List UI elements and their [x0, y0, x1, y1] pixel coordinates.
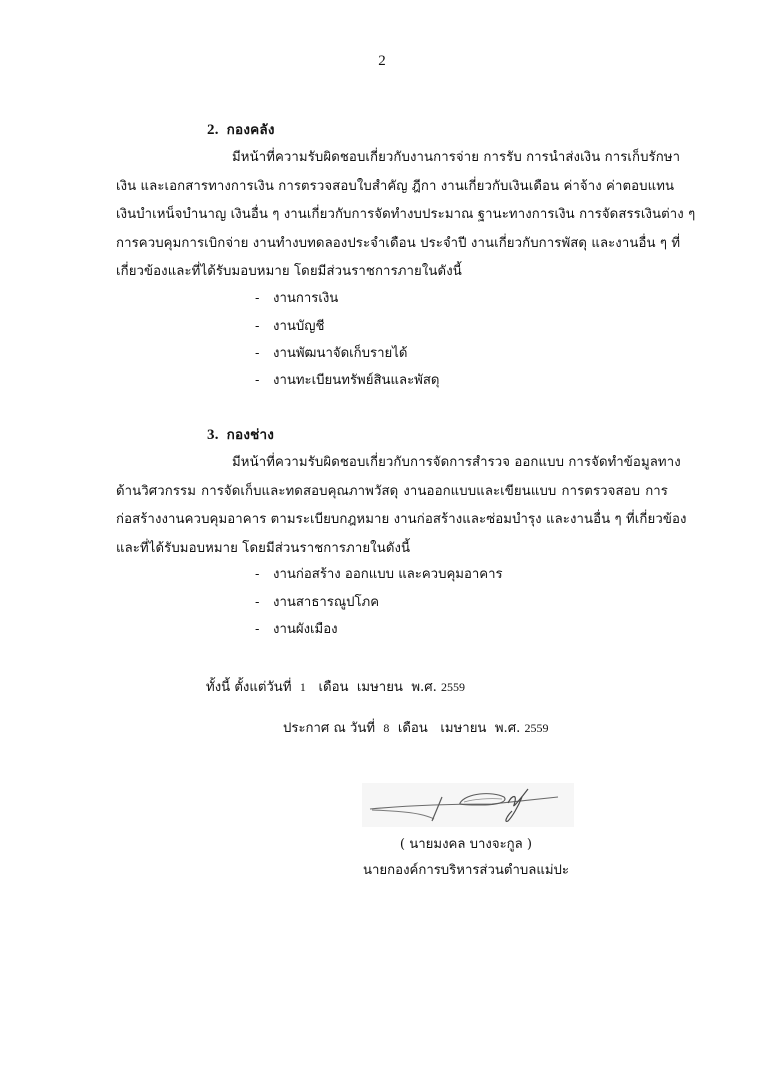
announced-prefix: ประกาศ ณ วันที่: [283, 721, 376, 736]
bullet-dash: -: [255, 622, 260, 637]
list-item: [255, 563, 503, 584]
paragraph-line: มีหน้าที่ความรับผิดชอบเกี่ยวกับงานการจ่าย การรับ การนำส่งเงิน การเก็บรักษา: [232, 150, 681, 165]
list-item-text: งานสาธารณูปโภค: [273, 595, 380, 610]
section-title: กองช่าง: [226, 427, 275, 443]
month-label: เดือน: [318, 680, 349, 695]
signature-image: [362, 783, 574, 827]
effective-day: 1: [299, 680, 306, 694]
signer-name: ( นายมงคล บางจะกูล ): [399, 837, 533, 852]
paragraph-line: ก่อสร้างงานควบคุมอาคาร ตามระเบียบกฎหมาย งานก่อสร้างและซ่อมบำรุง และงานอื่น ๆ ที่เกี่ยวข้อง: [116, 512, 687, 527]
section-heading-finance: [207, 118, 275, 140]
list-item-text: งานบัญชี: [273, 319, 325, 334]
list-item-text: งานทะเบียนทรัพย์สินและพัสดุ: [273, 373, 440, 388]
paragraph-line: มีหน้าที่ความรับผิดชอบเกี่ยวกับการจัดการสำรวจ ออกแบบ การจัดทำข้อมูลทาง: [232, 455, 681, 470]
page-number: 2: [378, 53, 386, 69]
list-item-text: งานผังเมือง: [273, 622, 338, 637]
effective-year: 2559: [441, 680, 465, 694]
section-number: 3.: [207, 427, 219, 443]
section-number: 2.: [207, 122, 219, 138]
effective-date-line: [206, 676, 465, 697]
year-label: พ.ศ.: [494, 721, 521, 736]
paragraph-line: การควบคุมการเบิกจ่าย งานทำงบทดลองประจำเดือน ประจำปี งานเกี่ยวกับการพัสดุ และงานอื่น ๆ ที่: [116, 236, 681, 251]
section-heading-engineering: [207, 423, 274, 445]
signature-scribble-icon: [362, 783, 574, 827]
bullet-dash: -: [255, 291, 260, 306]
signer-position: นายกองค์การบริหารส่วนตำบลแม่ปะ: [363, 863, 569, 878]
list-item-text: งานพัฒนาจัดเก็บรายได้: [273, 346, 408, 361]
section-title: กองคลัง: [226, 122, 275, 138]
list-item: [255, 287, 338, 308]
paragraph-line: และที่ได้รับมอบหมาย โดยมีส่วนราชการภายในดังนี้: [116, 541, 411, 556]
list-item: [255, 369, 440, 390]
announced-date-line: [283, 717, 549, 738]
bullet-dash: -: [255, 346, 260, 361]
bullet-dash: -: [255, 373, 260, 388]
bullet-dash: -: [255, 595, 260, 610]
bullet-dash: -: [255, 567, 260, 582]
list-item-text: งานก่อสร้าง ออกแบบ และควบคุมอาคาร: [273, 567, 503, 582]
announced-month: เมษายน: [440, 721, 487, 736]
paragraph-line: เงินบำเหน็จบำนาญ เงินอื่น ๆ งานเกี่ยวกับการจัดทำงบประมาณ ฐานะทางการเงิน การจัดสรรเงินต่าง ๆ: [116, 207, 696, 222]
announced-year: 2559: [524, 721, 549, 735]
list-item: [255, 315, 324, 336]
month-label: เดือน: [397, 721, 428, 736]
paragraph-line: ด้านวิศวกรรม การจัดเก็บและทดสอบคุณภาพวัสดุ งานออกแบบและเขียนแบบ การตรวจสอบ การ: [116, 484, 668, 499]
list-item-text: งานการเงิน: [273, 291, 339, 306]
effective-month: เมษายน: [356, 680, 403, 695]
list-item: [255, 342, 407, 363]
bullet-dash: -: [255, 319, 260, 334]
announced-day: 8: [383, 721, 390, 735]
list-item: [255, 591, 379, 612]
effective-prefix: ทั้งนี้ ตั้งแต่วันที่: [206, 680, 292, 695]
year-label: พ.ศ.: [411, 680, 437, 695]
list-item: [255, 618, 338, 639]
paragraph-line: เกี่ยวข้องและที่ได้รับมอบหมาย โดยมีส่วนราชการภายในดังนี้: [116, 264, 462, 279]
paragraph-line: เงิน และเอกสารทางการเงิน การตรวจสอบใบสำคัญ ฎีกา งานเกี่ยวกับเงินเดือน ค่าจ้าง ค่าตอบแทน: [116, 179, 675, 194]
